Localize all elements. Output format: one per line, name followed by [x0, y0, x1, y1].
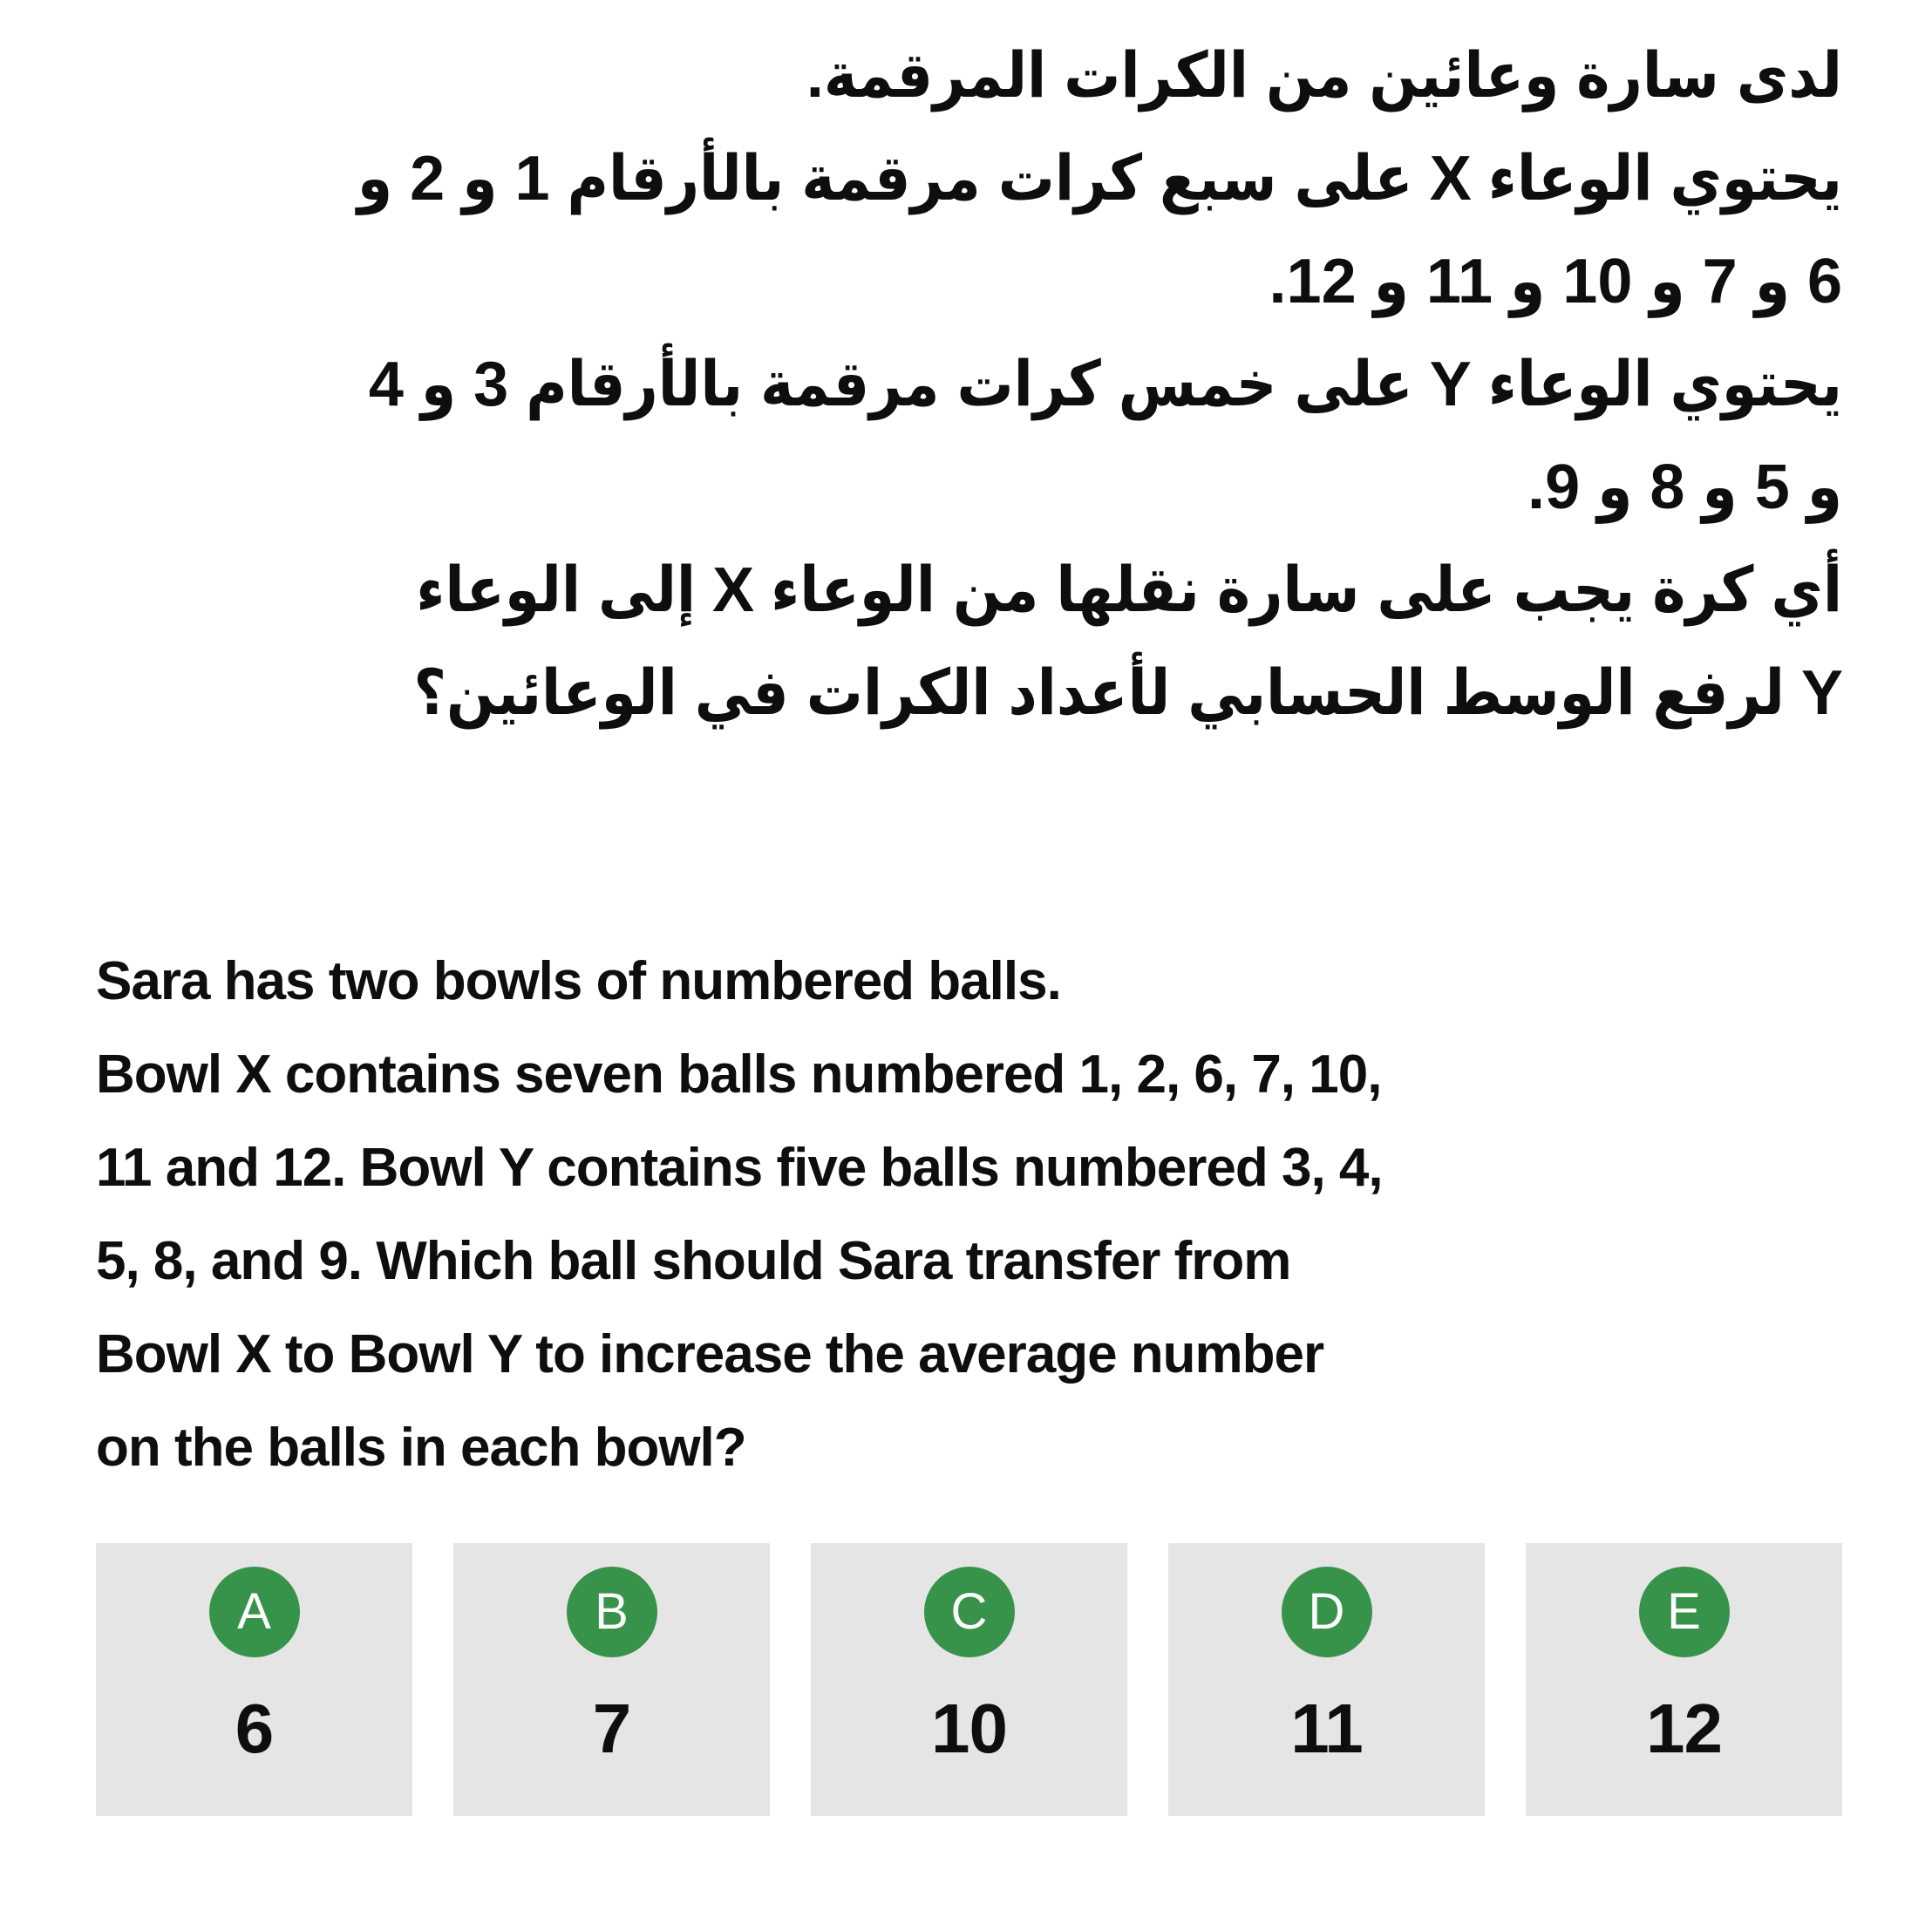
english-line: on the balls in each bowl? [96, 1418, 746, 1478]
option-c[interactable] [811, 1543, 1127, 1816]
option-d[interactable] [1168, 1543, 1485, 1816]
english-line: 5, 8, and 9. Which ball should Sara transfer from [96, 1231, 1291, 1291]
english-line: 11 and 12. Bowl Y contains five balls numbered 3, 4, [96, 1138, 1383, 1198]
arabic-line: 6 و 7 و 10 و 11 و 12. [1269, 247, 1842, 316]
option-value: 11 [1290, 1690, 1363, 1767]
option-letter-badge: D [1282, 1567, 1372, 1657]
question-text-arabic [52, 24, 1842, 745]
option-value: 6 [235, 1690, 274, 1767]
option-letter-badge: C [924, 1567, 1015, 1657]
option-letter-badge: E [1639, 1567, 1730, 1657]
option-value: 7 [592, 1690, 631, 1767]
arabic-line: أي كرة يجب على سارة نقلها من الوعاء X إلى الوعاء [416, 555, 1842, 625]
arabic-line: يحتوي الوعاء X على سبع كرات مرقمة بالأرقام 1 و 2 و [357, 144, 1842, 214]
option-e[interactable] [1526, 1543, 1842, 1816]
option-value: 12 [1646, 1690, 1722, 1767]
answer-options [96, 1543, 1842, 1816]
option-a[interactable] [96, 1543, 412, 1816]
option-b[interactable] [453, 1543, 770, 1816]
arabic-line: يحتوي الوعاء Y على خمس كرات مرقمة بالأرقام 3 و 4 [368, 350, 1842, 419]
question-text-english [96, 935, 1880, 1494]
english-line: Sara has two bowls of numbered balls. [96, 951, 1061, 1011]
option-letter-badge: B [567, 1567, 657, 1657]
option-letter-badge: A [209, 1567, 300, 1657]
english-line: Bowl X contains seven balls numbered 1, 2, 6, 7, 10, [96, 1044, 1382, 1105]
option-value: 10 [931, 1690, 1007, 1767]
english-line: Bowl X to Bowl Y to increase the average number [96, 1324, 1324, 1384]
arabic-line: و 5 و 8 و 9. [1527, 452, 1842, 522]
arabic-line: لدى سارة وعائين من الكرات المرقمة. [806, 41, 1842, 111]
arabic-line: Y لرفع الوسط الحسابي لأعداد الكرات في الوعائين؟ [413, 658, 1842, 728]
